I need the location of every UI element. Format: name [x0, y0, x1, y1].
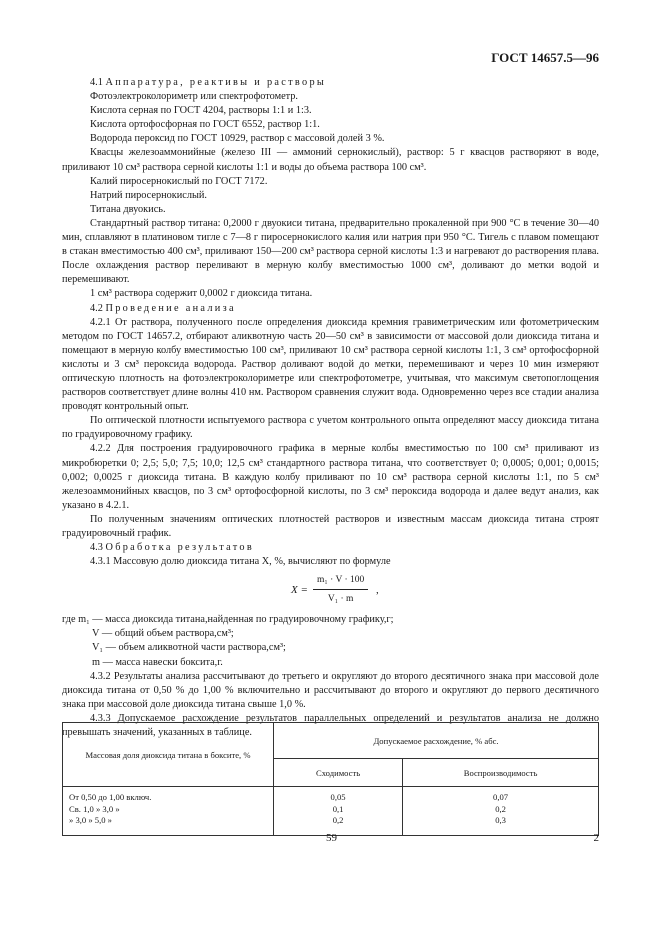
formula-tail: , — [376, 584, 379, 597]
formula-fraction — [313, 573, 368, 606]
legend-line: m — масса навески боксита,г. — [92, 656, 223, 668]
page-number: 59 — [326, 832, 337, 844]
paragraph-4-3-2: 4.3.2 Результаты анализа рассчитывают до третьего и округляют до второго десятичного знака при массовой доле диоксида титана от 0,50 % до 1,00 % включительно и рассчитывают до второго и округляют до первого десятичного знака при массовой доле диоксида титана свыше 1,0 %. — [62, 670, 599, 710]
document-body — [62, 76, 599, 740]
paragraph-4-3-1: 4.3.1 Массовую долю диоксида титана X, %, вычисляют по формуле — [90, 556, 391, 568]
paragraph-4-3-3: 4.3.3 Допускаемое расхождение результатов параллельных определений и результатов анализа не должно превышать значений, указанных в таблице. — [62, 712, 599, 739]
table-header-mass-fraction: Массовая доля диоксида титана в боксите, % — [63, 723, 274, 787]
formula-numerator: m₁ · V · 100 — [313, 573, 368, 590]
table-cell-range: Св. 1,0 » 3,0 » — [69, 803, 120, 814]
document-header: ГОСТ 14657.5—96 — [491, 50, 599, 65]
section-heading-4-1: 4.1 Аппаратура, реактивы и растворы — [90, 77, 327, 88]
standard-solution-paragraph: Стандартный раствор титана: 0,2000 г двуокиси титана, предварительно прокаленной при 900 °С в течение 30—40 мин, сплавляют в платиновом тигле с 7—8 г пиросернокислого калия или натрия при 950 °С. Тигель с плавом помещают в стакан вместимостью 400 см³, приливают 150—200 см³ раствора серной кислоты 1:3 и нагревают до растворения плава. После охлаждения раствор переливают в мерную колбу вместимостью 1000 см³, доливают до метки водой и перемешивают. — [62, 217, 599, 286]
formula-legend — [62, 613, 599, 669]
table-header-tolerance: Допускаемое расхождение, % абс. — [274, 723, 599, 759]
reagent-line: 1 см³ раствора содержит 0,0002 г диоксида титана. — [90, 288, 313, 300]
reagent-line: Квасцы железоаммонийные (железо III — аммоний сернокислый), раствор: 5 г квасцов растворяют в воде, приливают 10 см³ раствора серной кислоты 1:1 и воды до объема раствора 100 см³. — [62, 147, 599, 173]
reagent-line: Кислота ортофосфорная по ГОСТ 6552, раствор 1:1. — [90, 119, 320, 131]
table-cell-value: 0,07 — [493, 792, 509, 802]
section-heading-4-3: 4.3 Обработка результатов — [90, 542, 255, 554]
page-number-right: 2 — [593, 832, 599, 844]
table-cell-value: 0,05 — [330, 792, 346, 802]
reagent-line: Титана двуокись. — [90, 203, 166, 215]
section-heading-4-2: 4.2 Проведение анализа — [90, 302, 236, 314]
reagent-line: Водорода пероксид по ГОСТ 10929, раствор с массовой долей 3 %. — [90, 133, 385, 145]
table-cell-value: 0,3 — [495, 815, 506, 825]
table-cell-value: 0,2 — [332, 815, 344, 825]
table-row — [63, 787, 599, 836]
table-header-repeatability: Сходимость — [274, 759, 403, 787]
paragraph-4-2-1-b: По оптической плотности испытуемого раствора с учетом контрольного опыта определяют массу диоксида титана по градуировочному графику. — [62, 415, 599, 441]
reagent-line: Натрий пиросернокислый. — [90, 189, 207, 201]
reagent-line: Калий пиросернокислый по ГОСТ 7172. — [90, 175, 268, 187]
table-cell-range: » 3,0 » 5,0 » — [69, 815, 112, 825]
formula — [62, 569, 599, 613]
paragraph-4-2-1: 4.2.1 От раствора, полученного после определения диоксида кремния гравиметрическим или фотометрическим методом по ГОСТ 14657.2, отбирают аликвотную часть 20—50 см³ в зависимости от массовой доли диоксида титана и помещают в мерную колбу вместимостью 100 см³, приливают 10 см³ раствора серной кислоты 1:1, 3 см³ ортофосфорной кислоты и 3 см³ пероксида водорода. Раствор доливают водой до метки, перемешивают и через 10 мин измеряют оптическую плотность на фотоэлектроколориметре или спектрофотометре, учитывая, что максимум светопоглощения растворов соответствует длине волны 410 нм. Раствором сравнения служит вода. Одновременно через все стадии анализа проводят контрольный опыт. — [62, 316, 599, 413]
legend-line: где m₁ — масса диоксида титана,найденная по градуировочному графику,г; — [62, 614, 394, 626]
formula-denominator: V₁ · m — [327, 594, 354, 605]
legend-line: V — общий объем раствора,см³; — [92, 628, 234, 640]
table-cell-range: От 0,50 до 1,00 включ. — [69, 792, 152, 802]
legend-line: V₁ — объем аликвотной части раствора,см³; — [92, 642, 286, 654]
reagent-line: Фотоэлектроколориметр или спектрофотометр. — [90, 91, 298, 103]
reagent-line: Кислота серная по ГОСТ 4204, растворы 1:1 и 1:3. — [90, 105, 312, 117]
paragraph-4-2-2: 4.2.2 Для построения градуировочного графика в мерные колбы вместимостью по 100 см³ приливают из микробюретки 0; 2,5; 5,0; 7,5; 10,0; 12,5 см³ стандартного раствора титана, что соответствует 0; 0,0005; 0,001; 0,0015; 0,002; 0,0025 г диоксида титана. В каждую колбу приливают по 10 см³ раствора серной кислоты 1:1, по 5 см³ железоаммонийных квасцов, по 3 см³ ортофосфорной кислоты, по 3 см³ пероксида водорода и далее ведут анализ, как указано в 4.2.1. — [62, 443, 599, 511]
formula-lhs: X = — [291, 584, 308, 597]
table-header-reproducibility: Воспроизводимость — [403, 759, 599, 787]
paragraph-4-2-2-b: По полученным значениям оптических плотностей растворов и известным массам диоксида титана строят градуировочный график. — [62, 513, 599, 539]
table-cell-value: 0,1 — [332, 803, 344, 814]
tolerance-table — [62, 722, 599, 836]
table-cell-value: 0,2 — [495, 803, 506, 814]
